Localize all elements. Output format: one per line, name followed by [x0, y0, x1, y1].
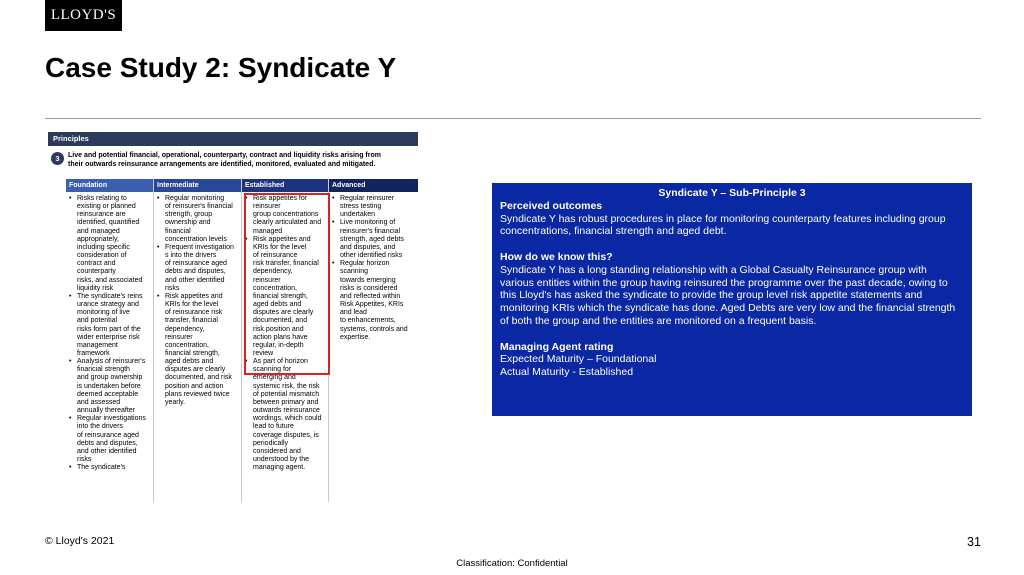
bullet-line: deemed acceptable: [77, 390, 139, 398]
bullet-line: • Risks relating to: [77, 195, 127, 202]
how-do-we-know-line: Syndicate Y has a long standing relationship with a Global Casualty Reinsurance group with: [500, 263, 927, 276]
bullet-line: debts and disputes,: [77, 439, 138, 447]
bullet-item: [340, 260, 416, 342]
bullet-line: of reinsurance risk: [165, 309, 223, 317]
bullet-line: disputes are clearly: [253, 309, 314, 317]
bullet-line: KRIs for the level: [253, 243, 307, 251]
column-heading-established: Established: [242, 179, 328, 192]
bullet-line: strength, aged debts: [340, 235, 404, 243]
column-foundation: [66, 179, 154, 502]
bullet-line: concentration levels: [165, 235, 227, 243]
bullet-line: • As part of horizon: [253, 358, 308, 366]
bullet-line: strength, group: [165, 211, 213, 219]
info-box-title: Syndicate Y – Sub-Principle 3: [658, 187, 806, 199]
bullet-line: risks: [165, 284, 180, 292]
bullet-line: expertise.: [340, 333, 371, 341]
principle-statement: [68, 151, 414, 169]
maturity-grid: [66, 179, 418, 502]
bullet-line: managed: [253, 227, 283, 235]
bullet-line: • The syndicate's reins: [77, 292, 143, 300]
bullet-item: [77, 415, 151, 464]
bullet-line: identified, quantified: [77, 219, 140, 227]
bullet-line: wider enterprise risk: [77, 333, 140, 341]
column-heading-intermediate: Intermediate: [154, 179, 241, 192]
bullet-line: periodically: [253, 439, 289, 447]
spacer: [500, 328, 964, 341]
bullet-line: contract and: [77, 260, 116, 268]
column-items: [154, 192, 241, 407]
bullet-item: [77, 293, 151, 358]
bullet-line: • Risk appetites and: [165, 292, 223, 300]
bullet-line: managing agent.: [253, 464, 306, 472]
bullet-line: • Analysis of reinsurer's: [77, 358, 146, 366]
classification-label: Classification: Confidential: [456, 558, 568, 569]
bullet-line: and managed: [77, 227, 120, 235]
bullet-line: • Risk appetites and: [253, 235, 311, 243]
bullet-line: consideration of: [77, 252, 127, 260]
how-do-we-know-line: this Lloyd's has asked the syndicate to provide the group level risk appetite statements and: [500, 289, 923, 302]
syndicate-info-box: [492, 183, 972, 416]
bullet-line: risk transfer, financial: [253, 260, 319, 268]
bullet-line: appropriately,: [77, 235, 119, 243]
page-title: Case Study 2: Syndicate Y: [45, 52, 397, 83]
established-highlight-box: [244, 193, 330, 375]
principle-number-badge: 3: [51, 152, 64, 165]
bullet-line: and group ownership: [77, 374, 143, 382]
bullet-line: risks: [77, 456, 92, 463]
how-do-we-know-line: of both the group and the entities are monitored on a frequent basis.: [500, 314, 817, 327]
bullet-line: documented, and: [253, 317, 308, 325]
bullet-line: urance strategy and: [77, 301, 139, 309]
bullet-line: • Frequent investigation: [165, 243, 234, 251]
title-divider: [45, 118, 981, 119]
bullet-line: and other identified: [77, 447, 137, 455]
bullet-line: aged debts and: [253, 301, 302, 309]
bullet-item: [77, 358, 151, 415]
bullet-line: reinsurer: [165, 333, 193, 341]
page-number: 31: [967, 535, 981, 549]
bullet-line: risk position and: [253, 325, 304, 333]
bullet-line: risks is considered: [340, 284, 398, 292]
bullet-line: of reinsurer's financial: [165, 203, 233, 211]
bullet-line: concentration,: [165, 341, 209, 349]
bullet-line: monitoring of live: [77, 309, 130, 317]
bullet-line: s into the drivers: [165, 252, 217, 260]
bullet-line: liquidity risk: [77, 284, 114, 292]
copyright: © Lloyd's 2021: [45, 535, 115, 547]
bullet-line: reinsurance are: [77, 211, 126, 219]
bullet-line: annually thereafter: [77, 407, 135, 415]
bullet-line: management: [77, 341, 118, 349]
bullet-line: action plans have: [253, 333, 308, 341]
bullet-line: financial strength: [77, 366, 130, 374]
bullet-item: [165, 293, 239, 407]
bullet-line: of potential mismatch: [253, 390, 320, 398]
bullet-line: financial: [165, 227, 191, 235]
bullet-line: • Regular investigations: [77, 415, 146, 423]
bullet-line: considered and: [253, 447, 301, 455]
bullet-line: risks, and associated: [77, 276, 143, 284]
principles-table: [48, 132, 418, 502]
bullet-line: reinsurer: [253, 276, 281, 284]
principle-statement-line: Live and potential financial, operational, counterparty, contract and liquidity risks arising from: [68, 152, 381, 159]
bullet-line: outwards reinsurance: [253, 407, 320, 415]
principle-intro: [48, 146, 418, 176]
bullet-line: risks form part of the: [77, 325, 141, 333]
perceived-outcomes-line: concentrations, financial strength and aged debt.: [500, 225, 727, 238]
bullet-item: [165, 195, 239, 244]
bullet-line: understood by the: [253, 456, 310, 463]
bullet-line: emerging and: [253, 374, 296, 382]
column-items: [329, 192, 418, 342]
bullet-line: dependency,: [165, 325, 205, 333]
perceived-outcomes-line: Syndicate Y has robust procedures in place for monitoring counterparty features including group: [500, 212, 946, 225]
managing-agent-rating-heading: Managing Agent rating: [500, 340, 614, 353]
bullet-line: transfer, financial: [165, 317, 218, 325]
column-heading-foundation: Foundation: [66, 179, 153, 192]
spacer: [500, 238, 964, 251]
bullet-line: position and action: [165, 382, 224, 390]
bullet-line: • The syndicate's: [77, 464, 126, 472]
bullet-line: into the drivers: [77, 423, 123, 431]
bullet-line: including specific: [77, 243, 130, 251]
bullet-line: KRIs for the level: [165, 301, 219, 309]
bullet-line: of reinsurance aged: [77, 431, 139, 439]
bullet-line: • Regular horizon: [340, 260, 390, 268]
bullet-line: Risk Appetites, KRIs: [340, 301, 404, 309]
bullet-line: and lead: [340, 309, 367, 317]
bullet-line: financial strength,: [165, 349, 220, 357]
bullet-line: review: [253, 349, 274, 357]
bullet-line: ownership and: [165, 219, 211, 227]
bullet-line: and disputes, and: [340, 243, 396, 251]
bullet-item: [77, 195, 151, 293]
bullet-line: coverage disputes, is: [253, 431, 319, 439]
bullet-line: wordings, which could: [253, 415, 322, 423]
column-advanced: [329, 179, 418, 502]
bullet-line: disputes are clearly: [165, 366, 226, 374]
bullet-line: • Regular monitoring: [165, 195, 225, 202]
bullet-line: clearly articulated and: [253, 219, 322, 227]
bullet-line: and assessed: [77, 398, 121, 406]
bullet-line: debts and disputes,: [165, 268, 226, 276]
bullet-line: regular, in-depth: [253, 341, 304, 349]
bullet-line: stress testing: [340, 203, 382, 211]
bullet-line: group concentrations: [253, 211, 319, 219]
principle-statement-line: their outwards reinsurance arrangements are identified, monitored, evaluated and mitigated.: [68, 161, 376, 168]
actual-maturity: Actual Maturity - Established: [500, 366, 634, 379]
bullet-line: concentration,: [253, 284, 297, 292]
how-do-we-know-line: various entities within the group having reinsured the programme over the past decade, owing to: [500, 276, 948, 289]
principles-header: Principles: [48, 132, 418, 146]
bullet-line: towards emerging: [340, 276, 396, 284]
bullet-line: yearly.: [165, 398, 186, 406]
bullet-item: [253, 358, 326, 472]
bullet-line: of reinsurance aged: [165, 260, 227, 268]
bullet-line: scanning: [340, 268, 369, 276]
bullet-line: • Live monitoring of: [340, 219, 396, 227]
column-items: [66, 192, 153, 472]
bullet-item: [77, 464, 151, 472]
bullet-line: systemic risk, the risk: [253, 382, 320, 390]
bullet-line: • Risk appetites for: [253, 195, 308, 202]
bullet-line: counterparty: [77, 268, 116, 276]
bullet-line: of reinsurance: [253, 252, 298, 260]
bullet-line: existing or planned: [77, 203, 136, 211]
bullet-line: and potential: [77, 317, 118, 325]
bullet-item: [165, 244, 239, 293]
bullet-line: lead to future: [253, 423, 294, 431]
column-intermediate: [154, 179, 242, 502]
how-do-we-know-heading: How do we know this?: [500, 250, 613, 263]
bullet-line: • Regular reinsurer: [340, 195, 395, 202]
column-heading-advanced: Advanced: [329, 179, 418, 192]
bullet-line: other identified risks: [340, 252, 403, 260]
bullet-line: and reflected within: [340, 292, 401, 300]
bullet-item: [340, 219, 416, 260]
perceived-outcomes-heading: Perceived outcomes: [500, 199, 603, 212]
bullet-line: between primary and: [253, 398, 319, 406]
bullet-line: plans reviewed twice: [165, 390, 230, 398]
bullet-line: scanning for: [253, 366, 292, 374]
bullet-line: documented, and risk: [165, 374, 232, 382]
bullet-line: undertaken: [340, 211, 376, 219]
how-do-we-know-line: monitoring KRIs which the syndicate has done. Aged Debts are very low and the financial strength: [500, 302, 956, 315]
bullet-item: [340, 195, 416, 219]
lloyds-logo: LLOYD'S: [45, 0, 122, 31]
bullet-line: reinsurer's financial: [340, 227, 401, 235]
bullet-line: framework: [77, 349, 110, 357]
expected-maturity: Expected Maturity – Foundational: [500, 353, 657, 366]
bullet-line: is undertaken before: [77, 382, 141, 390]
bullet-line: dependency,: [253, 268, 293, 276]
bullet-line: and other identified: [165, 276, 225, 284]
bullet-line: aged debts and: [165, 358, 214, 366]
bullet-line: reinsurer: [253, 203, 281, 211]
bullet-line: to enhancements,: [340, 317, 396, 325]
bullet-line: financial strength,: [253, 292, 308, 300]
bullet-line: systems, controls and: [340, 325, 408, 333]
